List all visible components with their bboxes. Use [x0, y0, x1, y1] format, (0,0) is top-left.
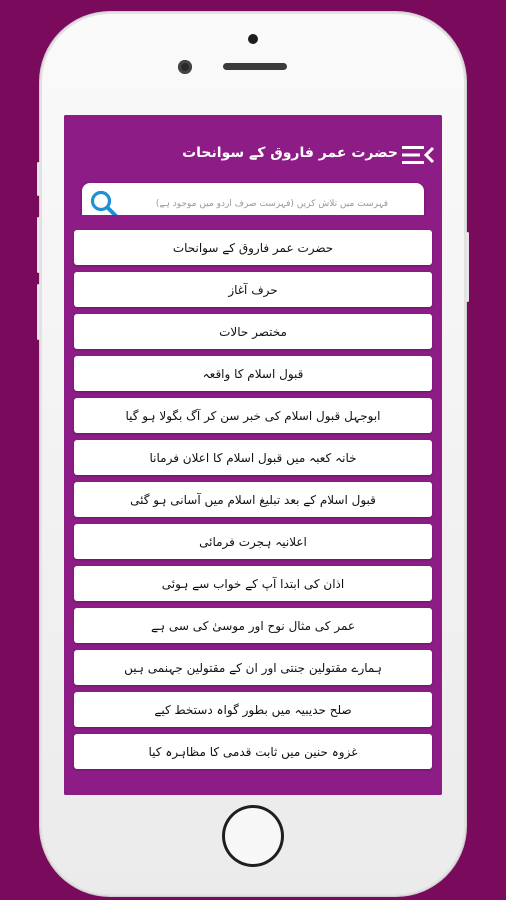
page-title: حضرت عمر فاروق کے سوانحات	[182, 145, 398, 161]
home-button[interactable]	[222, 805, 284, 867]
phone-side-button	[37, 162, 40, 196]
chapter-list	[74, 230, 432, 776]
phone-volume-up	[37, 217, 40, 273]
list-item[interactable]: عمر کی مثال نوح اور موسیٰ کی سی ہے	[74, 608, 432, 643]
app-bar	[64, 115, 442, 215]
list-item[interactable]: صلح حدیبیہ میں بطور گواہ دستخط کیے	[74, 692, 432, 727]
list-item[interactable]: خانہ کعبہ میں قبول اسلام کا اعلان فرمانا	[74, 440, 432, 475]
list-item[interactable]: غزوہ حنین میں ثابت قدمی کا مظاہرہ کیا	[74, 734, 432, 769]
app-screen	[64, 115, 442, 795]
front-camera	[178, 60, 192, 74]
search-input[interactable]	[126, 191, 418, 217]
earpiece-speaker	[223, 63, 287, 70]
list-item[interactable]: اذان کی ابتدا آپ کے خواب سے ہوئی	[74, 566, 432, 601]
phone-power-button	[466, 232, 469, 302]
list-item[interactable]: قبول اسلام کا واقعہ	[74, 356, 432, 391]
camera-dot	[248, 34, 258, 44]
phone-frame	[40, 12, 466, 896]
list-item[interactable]: قبول اسلام کے بعد تبلیغ اسلام میں آسانی ہو گئی	[74, 482, 432, 517]
list-item[interactable]: اعلانیہ ہجرت فرمائی	[74, 524, 432, 559]
menu-close-icon[interactable]	[400, 141, 436, 169]
phone-volume-down	[37, 284, 40, 340]
list-item[interactable]: ہمارے مقتولین جنتی اور ان کے مقتولین جہنمی ہیں	[74, 650, 432, 685]
chapter-list-area	[64, 215, 442, 795]
list-item[interactable]: حرف آغاز	[74, 272, 432, 307]
list-item[interactable]: ابوجہل قبول اسلام کی خبر سن کر آگ بگولا ہو گیا	[74, 398, 432, 433]
list-item[interactable]: مختصر حالات	[74, 314, 432, 349]
list-item[interactable]: حضرت عمر فاروق کے سوانحات	[74, 230, 432, 265]
